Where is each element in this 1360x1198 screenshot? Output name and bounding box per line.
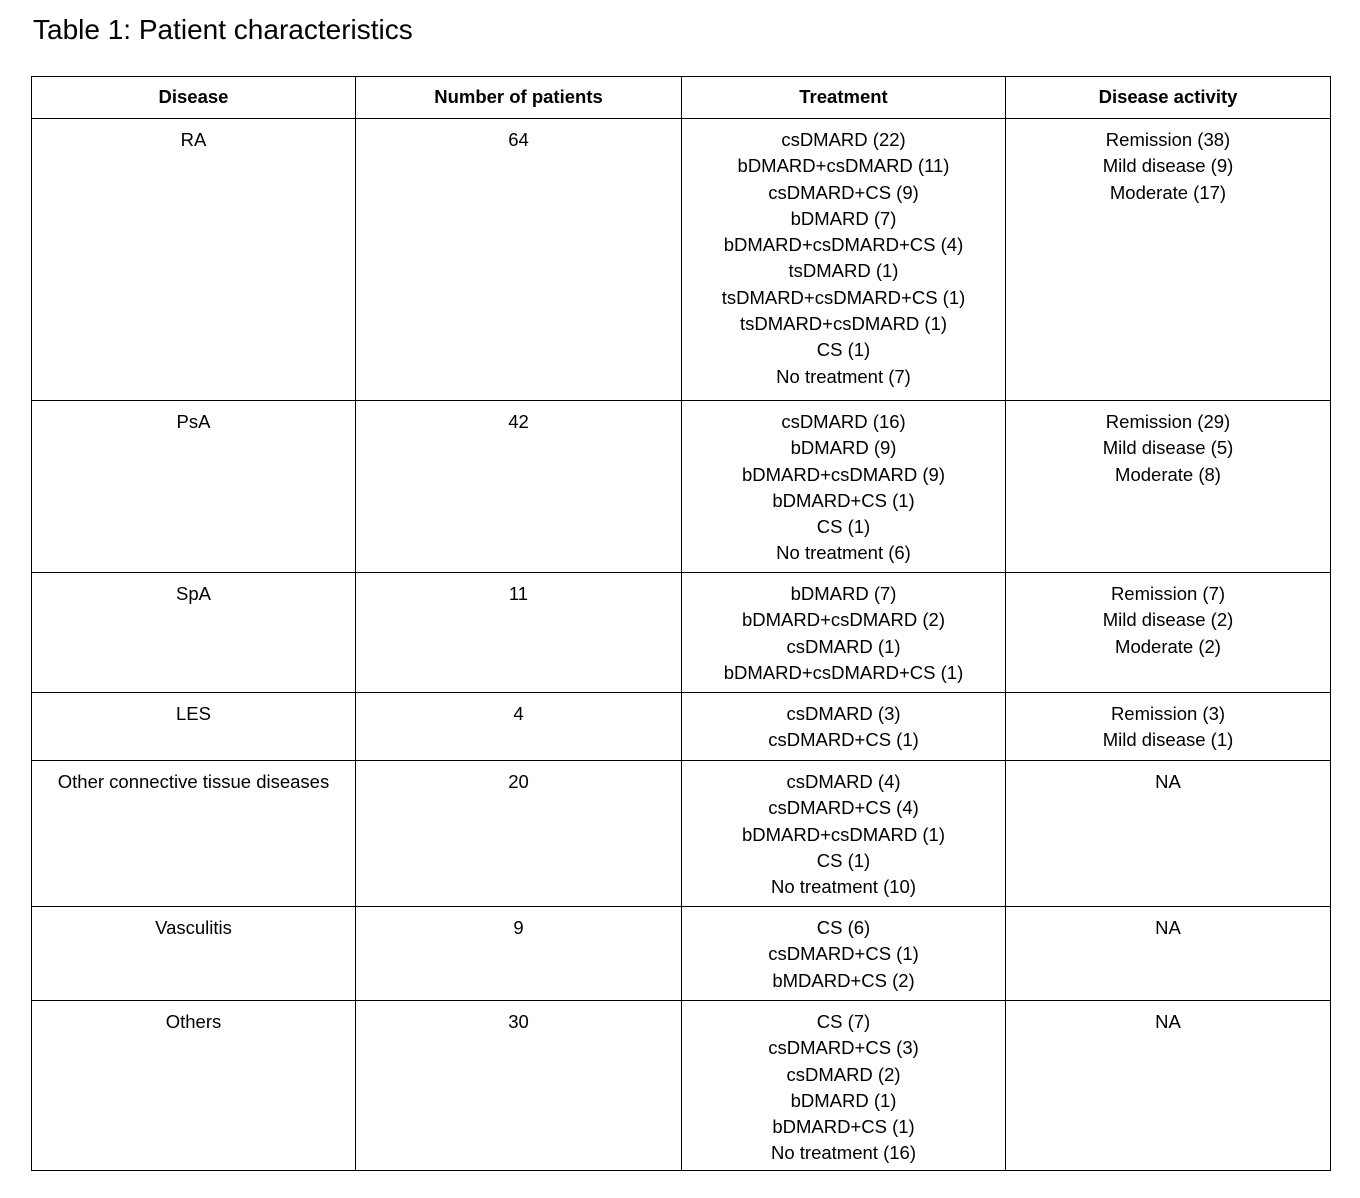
- activity-cell: [1006, 119, 1331, 401]
- patients-cell: 42: [356, 401, 682, 573]
- treatment-item: No treatment (6): [776, 542, 911, 564]
- patients-cell: 4: [356, 693, 682, 761]
- treatment-cell: [682, 573, 1006, 693]
- activity-item: NA: [1155, 771, 1181, 792]
- treatment-cell: [682, 1001, 1006, 1171]
- treatment-item: CS (6): [816, 917, 871, 938]
- treatment-item: bMDARD+CS (2): [772, 969, 915, 991]
- treatment-item: bDMARD+CS (1): [772, 489, 915, 511]
- treatment-item: No treatment (10): [771, 876, 916, 898]
- table-row: [32, 907, 1331, 1001]
- treatment-item: bDMARD+csDMARD (1): [741, 823, 945, 845]
- treatment-item: bDMARD+csDMARD (2): [741, 609, 945, 631]
- treatment-cell: [682, 761, 1006, 907]
- table-title: Table 1: Patient characteristics: [33, 14, 413, 45]
- header-disease: Disease: [32, 77, 356, 119]
- treatment-item: csDMARD (3): [786, 703, 901, 724]
- treatment-item: CS (7): [816, 1011, 871, 1032]
- disease-cell: RA: [32, 119, 356, 401]
- treatment-item: bDMARD (7): [790, 583, 897, 604]
- activity-item: Mild disease (2): [1102, 609, 1234, 631]
- header-treatment: Treatment: [682, 77, 1006, 119]
- treatment-cell: [682, 907, 1006, 1001]
- activity-cell: [1006, 761, 1331, 907]
- activity-item: Remission (38): [1105, 129, 1231, 150]
- activity-item: NA: [1155, 917, 1181, 938]
- treatment-item: CS (1): [816, 339, 871, 361]
- activity-item: Moderate (2): [1115, 635, 1221, 657]
- treatment-item: bDMARD+csDMARD+CS (4): [723, 234, 964, 256]
- activity-cell: [1006, 907, 1331, 1001]
- activity-cell: [1006, 693, 1331, 761]
- activity-item: Moderate (17): [1109, 181, 1227, 203]
- treatment-item: csDMARD (16): [781, 411, 906, 432]
- disease-cell: Vasculitis: [32, 907, 356, 1001]
- activity-cell: [1006, 1001, 1331, 1171]
- treatment-item: csDMARD (4): [786, 771, 901, 792]
- patients-cell: 9: [356, 907, 682, 1001]
- treatment-cell: [682, 401, 1006, 573]
- treatment-item: csDMARD+CS (9): [768, 181, 919, 203]
- table-row: [32, 693, 1331, 761]
- treatment-item: tsDMARD+csDMARD+CS (1): [721, 286, 966, 308]
- treatment-item: csDMARD (22): [781, 129, 906, 150]
- activity-cell: [1006, 573, 1331, 693]
- table-row: [32, 761, 1331, 907]
- treatment-cell: [682, 693, 1006, 761]
- header-row: [32, 77, 1331, 119]
- treatment-item: bDMARD (1): [790, 1089, 897, 1111]
- treatment-item: bDMARD+csDMARD (9): [741, 463, 945, 485]
- patients-cell: 11: [356, 573, 682, 693]
- patients-cell: 64: [356, 119, 682, 401]
- activity-item: NA: [1155, 1011, 1181, 1032]
- disease-cell: SpA: [32, 573, 356, 693]
- treatment-item: bDMARD+csDMARD+CS (1): [723, 661, 964, 683]
- treatment-item: No treatment (16): [771, 1142, 916, 1164]
- activity-item: Mild disease (9): [1102, 155, 1234, 177]
- header-number-of-patients: Number of patients: [356, 77, 682, 119]
- treatment-item: bDMARD+CS (1): [772, 1116, 915, 1138]
- treatment-item: csDMARD (2): [786, 1063, 901, 1085]
- table-row: [32, 573, 1331, 693]
- patient-characteristics-table: [31, 76, 1331, 1171]
- treatment-item: csDMARD+CS (1): [768, 729, 919, 751]
- activity-item: Remission (29): [1105, 411, 1231, 432]
- activity-item: Moderate (8): [1115, 463, 1221, 485]
- table-row: [32, 401, 1331, 573]
- disease-cell: PsA: [32, 401, 356, 573]
- patients-cell: 20: [356, 761, 682, 907]
- treatment-item: csDMARD+CS (3): [768, 1037, 919, 1059]
- treatment-item: CS (1): [816, 516, 871, 538]
- table-row: [32, 1001, 1331, 1171]
- treatment-item: No treatment (7): [776, 365, 911, 387]
- treatment-item: tsDMARD+csDMARD (1): [739, 313, 948, 335]
- activity-item: Mild disease (1): [1102, 729, 1234, 751]
- header-disease-activity: Disease activity: [1006, 77, 1331, 119]
- treatment-item: bDMARD+csDMARD (11): [737, 155, 950, 177]
- treatment-item: bDMARD (7): [790, 207, 897, 229]
- treatment-item: csDMARD (1): [786, 635, 901, 657]
- treatment-item: csDMARD+CS (1): [768, 943, 919, 965]
- disease-cell: Others: [32, 1001, 356, 1171]
- activity-item: Mild disease (5): [1102, 437, 1234, 459]
- treatment-item: bDMARD (9): [790, 437, 897, 459]
- patients-cell: 30: [356, 1001, 682, 1171]
- treatment-item: csDMARD+CS (4): [768, 797, 919, 819]
- activity-item: Remission (3): [1110, 703, 1226, 724]
- treatment-cell: [682, 119, 1006, 401]
- disease-cell: Other connective tissue diseases: [32, 761, 356, 907]
- activity-item: Remission (7): [1110, 583, 1226, 604]
- treatment-item: CS (1): [816, 849, 871, 871]
- treatment-item: tsDMARD (1): [788, 260, 899, 282]
- activity-cell: [1006, 401, 1331, 573]
- disease-cell: LES: [32, 693, 356, 761]
- table-row: [32, 119, 1331, 401]
